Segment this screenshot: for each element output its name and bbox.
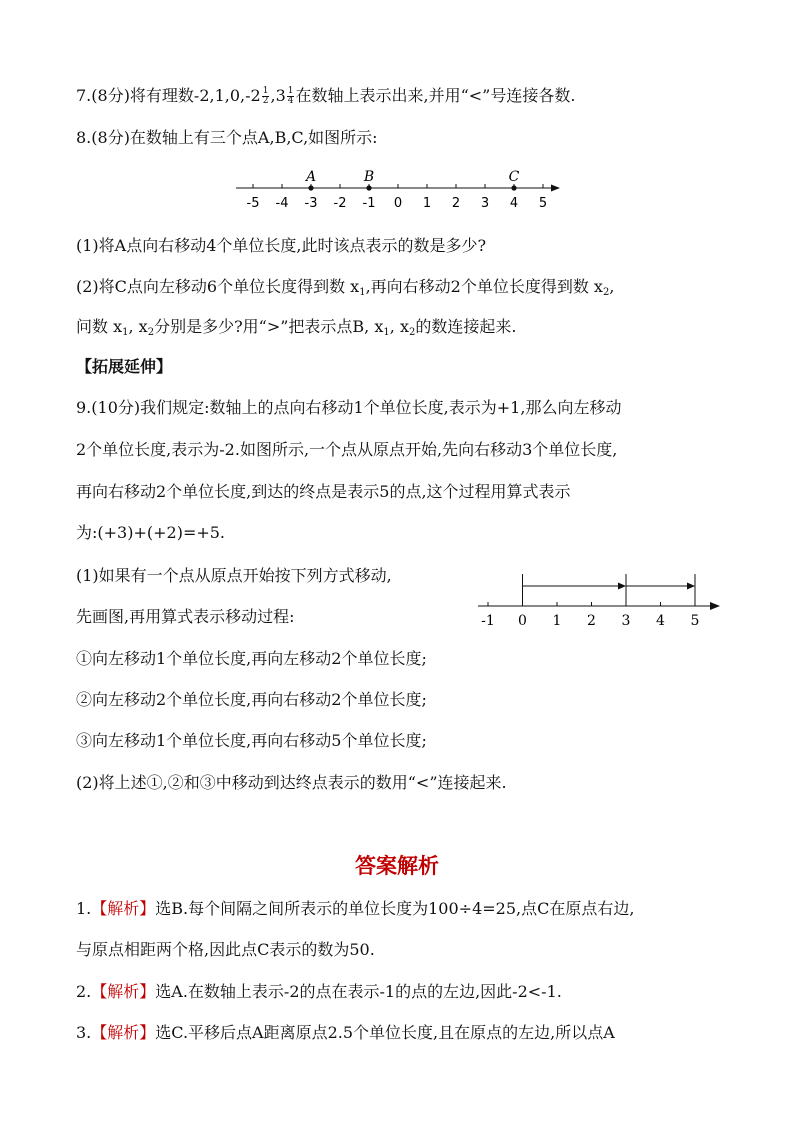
tick-label: 5: [538, 196, 548, 211]
answer-3: 3.【解析】选C.平移后点A距离原点2.5个单位长度,且在原点的左边,所以点A: [76, 1023, 615, 1042]
fraction-one-quarter: $\frac{1}{4}$: [287, 86, 294, 106]
q9-line1: 9.(10分)我们规定:数轴上的点向右移动1个单位长度,表示为+1,那么向左移动: [76, 398, 622, 417]
answer-1-cont: 与原点相距两个格,因此点C表示的数为50.: [76, 940, 375, 959]
q9-line4: 为:(+3)+(+2)=+5.: [76, 523, 226, 542]
q9-option-1: ①向左移动1个单位长度,再向左移动2个单位长度;: [76, 649, 427, 668]
tick-label: 1: [422, 196, 432, 211]
answers-title: 答案解析: [355, 853, 439, 878]
fraction-one-half: $\frac{1}{2}$: [262, 86, 269, 106]
point-dot: [366, 185, 371, 190]
tick-label: 2: [451, 196, 461, 211]
analysis-tag: 【解析】: [91, 899, 156, 918]
analysis-tag: 【解析】: [91, 1023, 156, 1042]
q8-part2-cont: 问数 $x_1$, $x_2$分别是多少?用“>”把表示点B, $x_1$, $x_2$的数连接起来.: [76, 317, 517, 338]
point-label: B: [363, 169, 375, 185]
tick-label: 3: [480, 196, 490, 211]
tick-label: -1: [481, 613, 495, 629]
tick-label: 4: [656, 613, 665, 629]
tick-label: 0: [393, 196, 403, 211]
point-dot: [511, 185, 516, 190]
q8-number-line-figure: [230, 162, 570, 214]
tick-label: -3: [304, 196, 318, 211]
move-arrowhead: [618, 583, 626, 590]
tick-label: -1: [362, 196, 376, 211]
q9-line2: 2个单位长度,表示为-2.如图所示,一个点从原点开始,先向右移动3个单位长度,: [76, 440, 618, 459]
tick-label: 2: [587, 613, 596, 629]
move-arrowhead: [687, 583, 695, 590]
q9-number-line-figure: [470, 566, 730, 632]
q8-part1: (1)将A点向右移动4个单位长度,此时该点表示的数是多少?: [76, 236, 487, 255]
q9-option-3: ③向左移动1个单位长度,再向右移动5个单位长度;: [76, 731, 427, 750]
point-label: A: [305, 169, 317, 185]
q8-line1: 8.(8分)在数轴上有三个点A,B,C,如图所示:: [76, 128, 378, 147]
analysis-tag: 【解析】: [91, 982, 156, 1001]
tick-label: -4: [275, 196, 289, 211]
section-heading: 【拓展延伸】: [76, 357, 173, 376]
tick-label: 1: [552, 613, 562, 629]
tick-label: 5: [690, 613, 700, 629]
q9-part1-cont: 先画图,再用算式表示移动过程:: [76, 607, 295, 626]
point-label: C: [508, 169, 520, 185]
answer-1: 1.【解析】选B.每个间隔之间所表示的单位长度为100÷4=25,点C在原点右边,: [76, 899, 635, 918]
q9-option-2: ②向左移动2个单位长度,再向右移动2个单位长度;: [76, 690, 427, 709]
q9-line3: 再向右移动2个单位长度,到达的终点是表示5的点,这个过程用算式表示: [76, 482, 571, 501]
answer-2: 2.【解析】选A.在数轴上表示-2的点在表示-1的点的左边,因此-2<-1.: [76, 982, 562, 1001]
axis-arrowhead: [710, 602, 720, 610]
q9-part2: (2)将上述①,②和③中移动到达终点表示的数用“<”连接起来.: [76, 773, 507, 792]
axis-arrowhead: [551, 185, 560, 192]
tick-label: 0: [518, 613, 527, 629]
q9-part1: (1)如果有一个点从原点开始按下列方式移动,: [76, 566, 392, 585]
tick-label: 3: [621, 613, 631, 629]
tick-label: 4: [509, 196, 519, 211]
tick-label: -5: [246, 196, 260, 211]
q7-line: 7.(8分)将有理数-2,1,0,-2 $\frac{1}{2}$ ,3 $\frac{1}{4}$ 在数轴上表示出来,并用“<”号连接各数.: [76, 86, 576, 106]
tick-label: -2: [333, 196, 347, 211]
point-dot: [308, 185, 313, 190]
q8-part2: (2)将C点向左移动6个单位长度得到数 $x_1$,再向右移动2个单位长度得到数 $x_2$,: [76, 277, 615, 298]
